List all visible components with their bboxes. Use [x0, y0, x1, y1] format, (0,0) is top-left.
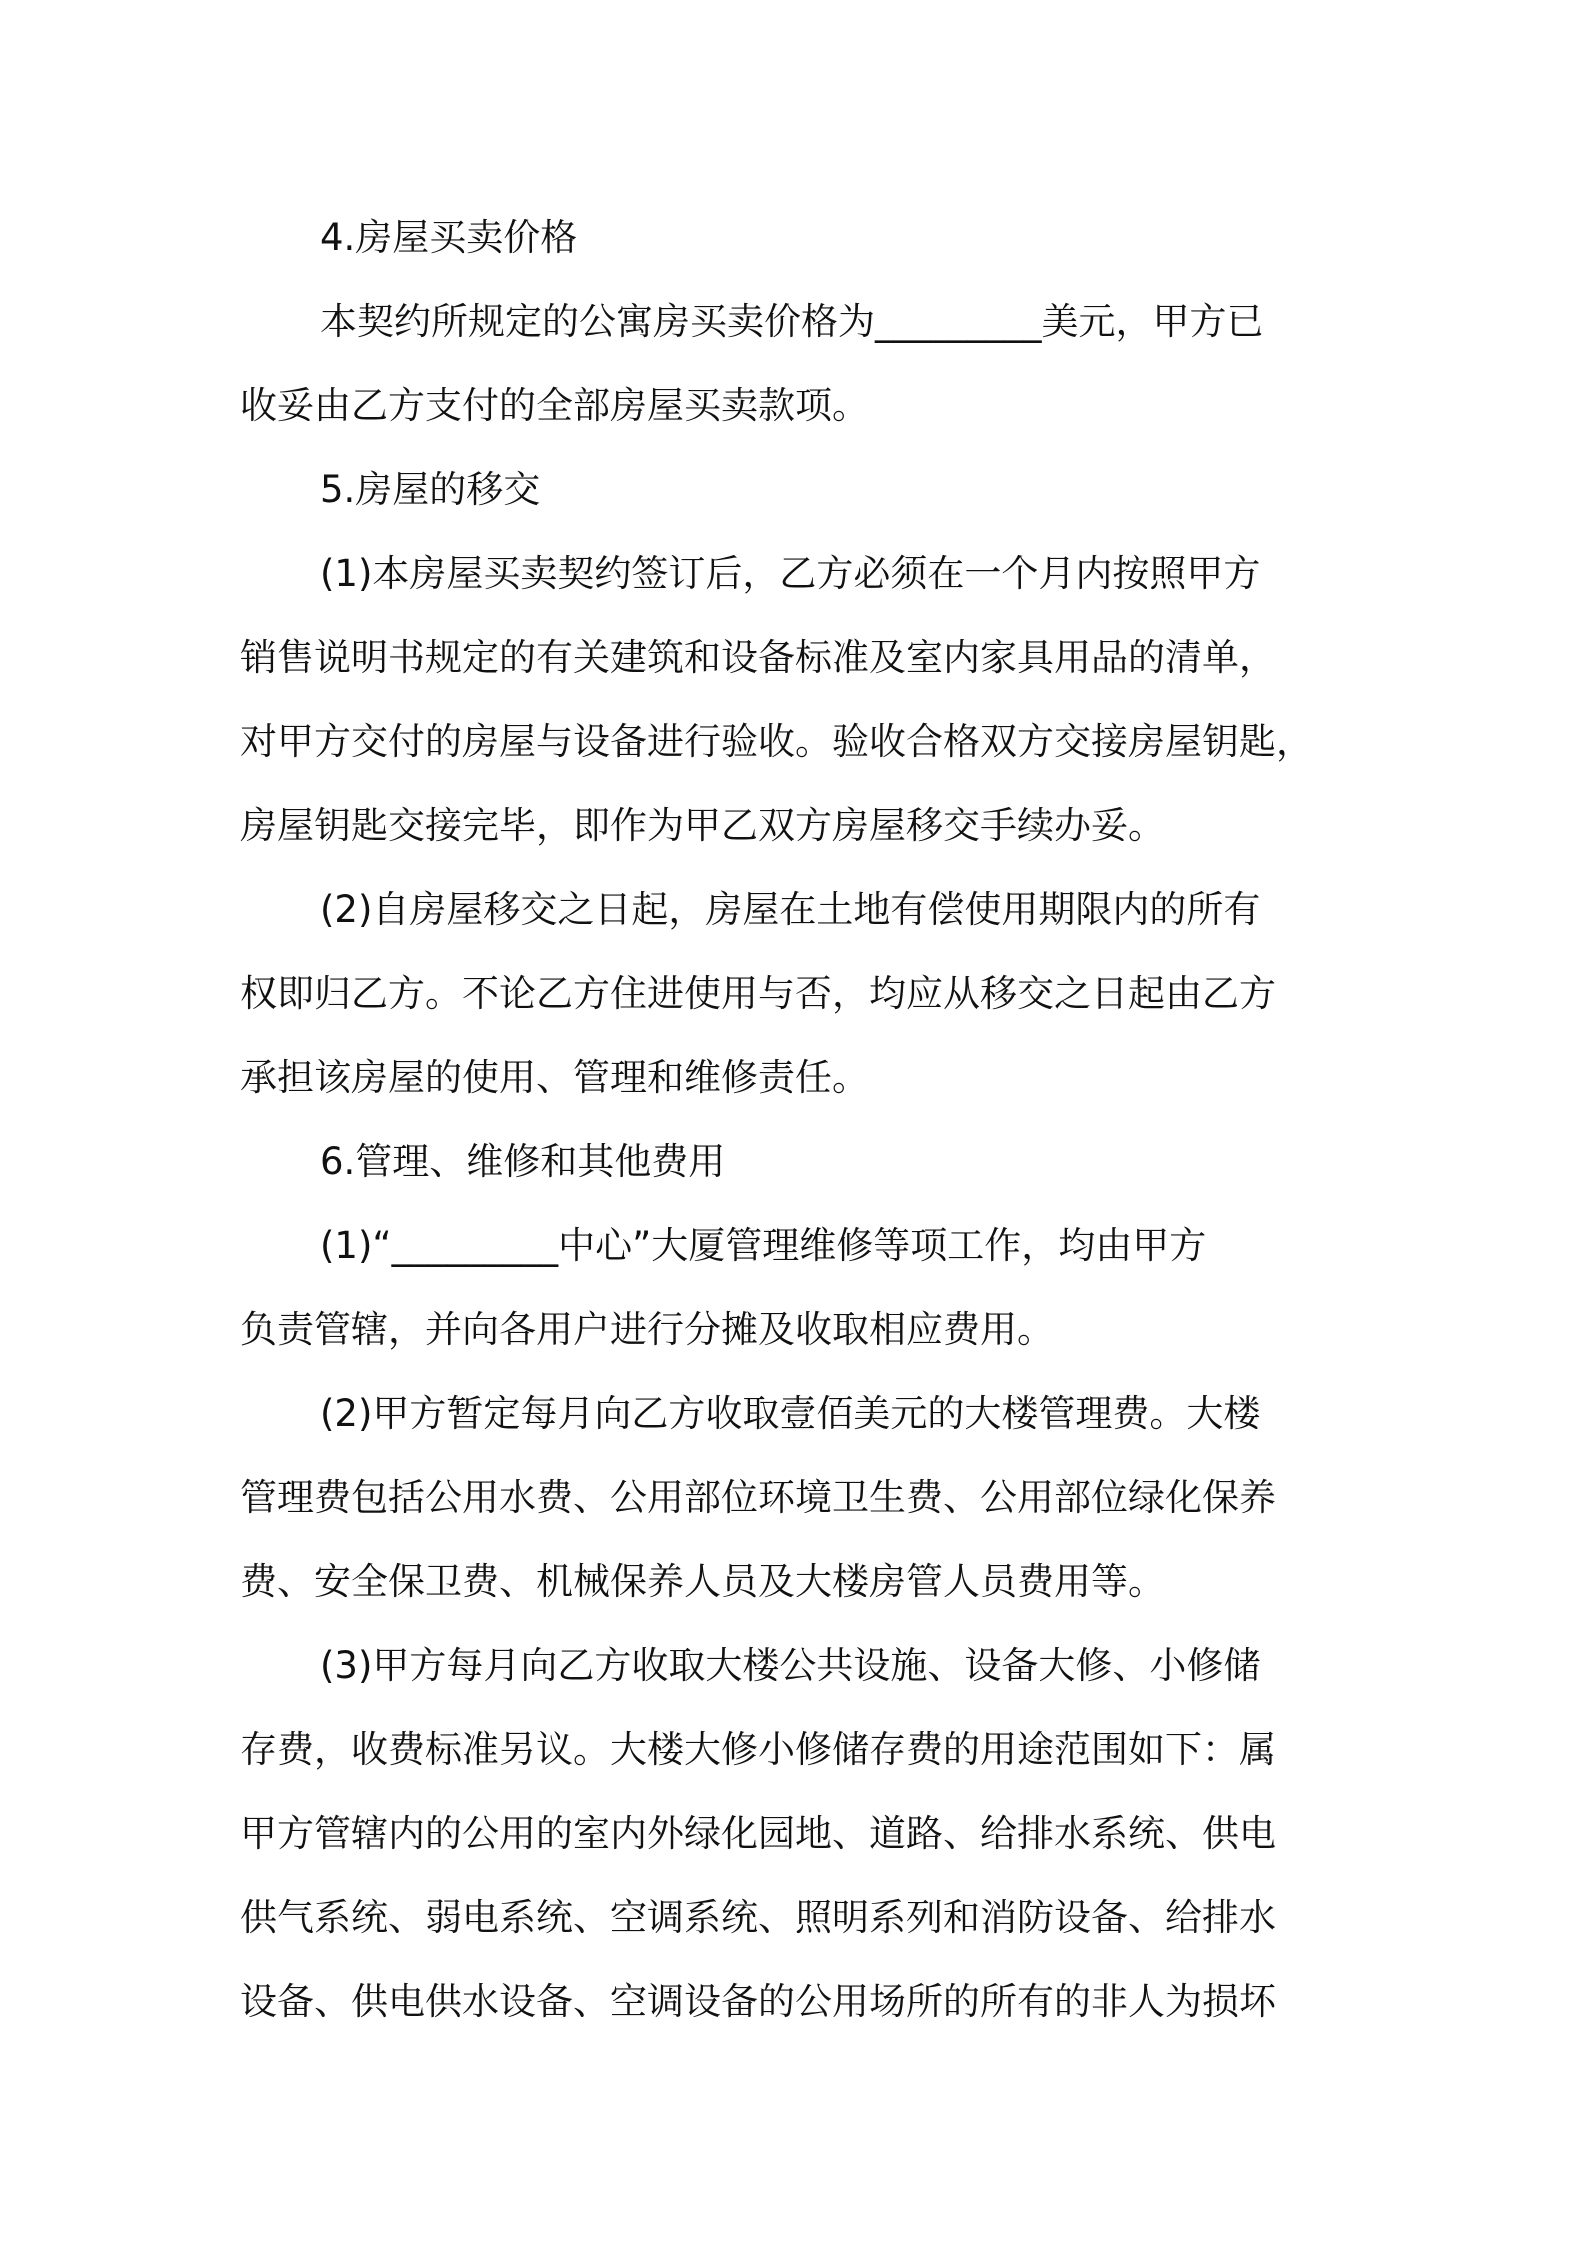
paragraph-line: 权即归乙方。不论乙方住进使用与否，均应从移交之日起由乙方 — [240, 972, 1276, 1015]
paragraph-line: (1)本房屋买卖契约签订后，乙方必须在一个月内按照甲方 — [320, 552, 1261, 595]
paragraph-line: (2)自房屋移交之日起，房屋在土地有偿使用期限内的所有 — [320, 888, 1261, 931]
section-heading-handover: 5.房屋的移交 — [320, 468, 541, 511]
paragraph-line: (1)“_________中心”大厦管理维修等项工作，均由甲方 — [320, 1224, 1207, 1267]
paragraph-line: 收妥由乙方支付的全部房屋买卖款项。 — [240, 384, 869, 427]
paragraph-line: 承担该房屋的使用、管理和维修责任。 — [240, 1056, 869, 1099]
paragraph-line: 销售说明书规定的有关建筑和设备标准及室内家具用品的清单， — [240, 636, 1276, 679]
paragraph-line: 存费，收费标准另议。大楼大修小修储存费的用途范围如下：属 — [240, 1728, 1276, 1771]
section-heading-management: 6.管理、维修和其他费用 — [320, 1140, 726, 1183]
paragraph-line: 负责管辖，并向各用户进行分摊及收取相应费用。 — [240, 1308, 1054, 1351]
paragraph-line: 管理费包括公用水费、公用部位环境卫生费、公用部位绿化保养 — [240, 1476, 1276, 1519]
document-page — [240, 196, 1356, 2044]
paragraph-line: 甲方管辖内的公用的室内外绿化园地、道路、给排水系统、供电 — [240, 1812, 1276, 1855]
paragraph-line: 本契约所规定的公寓房买卖价格为_________美元，甲方已 — [320, 300, 1264, 343]
paragraph-line: 费、安全保卫费、机械保养人员及大楼房管人员费用等。 — [240, 1560, 1165, 1603]
paragraph-line: 设备、供电供水设备、空调设备的公用场所的所有的非人为损坏 — [240, 1980, 1276, 2023]
paragraph-line: (2)甲方暂定每月向乙方收取壹佰美元的大楼管理费。大楼 — [320, 1392, 1261, 1435]
paragraph-line: 房屋钥匙交接完毕，即作为甲乙双方房屋移交手续办妥。 — [240, 804, 1165, 847]
paragraph-line: 供气系统、弱电系统、空调系统、照明系列和消防设备、给排水 — [240, 1896, 1276, 1939]
section-heading-price: 4.房屋买卖价格 — [320, 216, 578, 259]
paragraph-line: (3)甲方每月向乙方收取大楼公共设施、设备大修、小修储 — [320, 1644, 1261, 1687]
paragraph-line: 对甲方交付的房屋与设备进行验收。验收合格双方交接房屋钥匙， — [240, 720, 1313, 763]
